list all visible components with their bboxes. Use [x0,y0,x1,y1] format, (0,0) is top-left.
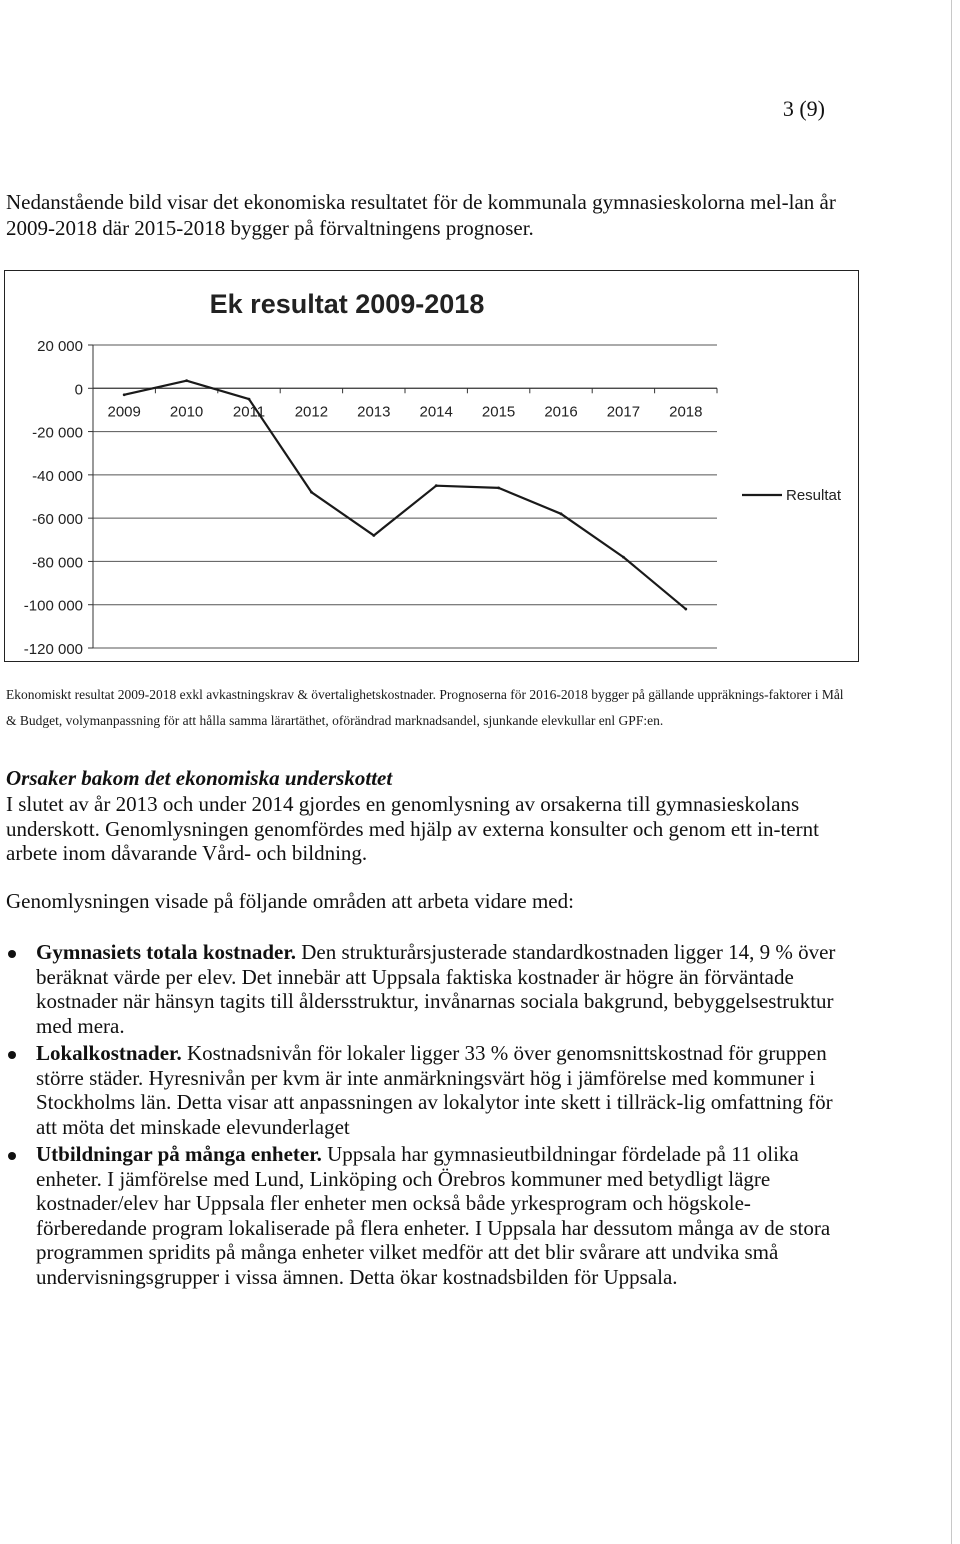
data-point [185,379,188,382]
bullet-text: Den strukturårsjusterade standardkostnaden ligger 14, 9 % över beräknat värde per elev. Det innebär att Uppsala faktiska kostnader är högre än förväntade kostnader när hänsyn tagits till åldersstruktur, invånarnas sociala bakgrund, bebyggelsestruktur med mera. [36,940,836,1038]
x-tick-label: 2011 [232,403,266,421]
series-line [124,381,686,609]
list-item [0,1142,840,1289]
section-lead: Genomlysningen visade på följande områden att arbeta vidare med: [6,889,574,913]
bullet-icon [8,1152,16,1160]
x-tick-label: 2014 [419,403,453,421]
y-tick-label: 20 000 [37,338,83,355]
list-item [0,940,840,1038]
x-tick-label: 2015 [481,403,516,421]
x-tick-label: 2009 [107,403,141,421]
legend-label: Resultat [786,487,842,504]
page-edge-line [951,0,952,1544]
x-tick-label: 2012 [294,403,329,421]
data-point [622,556,625,559]
bullet-heading: Gymnasiets totala kostnader. [36,940,296,964]
data-point [684,608,687,611]
data-point [435,484,438,487]
data-point [310,491,313,494]
line-chart [5,271,860,663]
data-point [560,512,563,515]
y-tick-label: -80 000 [32,554,83,572]
bullet-text: Kostnadsnivån för lokaler ligger 33 % över genomsnittskostnad för gruppen större städer. Hyresnivån per kvm är inte anmärkningsvärt hög i jämförelse med kommuner i Stockholms län. Detta visar att anpassningen av lokalytor inte skett i tillräck-lig omfattning för att möta det minskade elevunderlaget [36,1041,833,1139]
bullet-heading: Utbildningar på många enheter. [36,1142,322,1166]
section-paragraph: I slutet av år 2013 och under 2014 gjordes en genomlysning av orsakerna till gymnasieskolans underskott. Genomlysningen genomfördes med hjälp av externa konsulter och genom ett in-ternt arbete inom dåvarande Vård- och bildning. [6,792,819,865]
data-point [123,393,126,396]
bullet-icon [8,950,16,958]
x-tick-label: 2013 [357,403,391,421]
bullet-icon [8,1051,16,1059]
y-tick-label: 0 [74,381,83,399]
y-tick-label: -120 000 [23,641,83,658]
bullet-heading: Lokalkostnader. [36,1041,182,1065]
x-tick-label: 2017 [606,403,641,421]
y-tick-label: -40 000 [32,467,83,485]
data-point [497,486,500,489]
y-tick-label: -100 000 [23,597,83,615]
intro-paragraph: Nedanstående bild visar det ekonomiska resultatet för de kommunala gymnasieskolorna mel-lan år 2009-2018 där 2015-2018 bygger på förvaltningens prognoser. [6,190,836,240]
data-point [248,398,251,401]
y-tick-label: -60 000 [32,511,83,529]
chart-frame [4,270,859,662]
x-tick-label: 2016 [544,403,578,421]
x-tick-label: 2018 [669,403,703,421]
x-tick-label: 2010 [169,403,204,421]
chart-title: Ek resultat 2009-2018 [209,289,485,319]
y-tick-label: -20 000 [32,424,83,442]
page-number: 3 (9) [782,96,825,121]
chart-caption: Ekonomiskt resultat 2009-2018 exkl avkastningskrav & övertalighetskostnader. Prognoserna för 2016-2018 bygger på gällande uppräknings-faktorer i Mål & Budget, volymanpassning för att hålla samma lärartäthet, oförändrad marknadsandel, sjunkande elevkullar enl GPF:en. [6,687,844,728]
bullet-text: Uppsala har gymnasieutbildningar fördelade på 11 olika enheter. I jämförelse med Lund, Linköping och Örebros kommuner med betydligt lägre kostnader/elev har Uppsala fler enheter men också både yrkesprogram och högskole-förberedande program lokaliserade på flera enheter. I Uppsala har dessutom många av de stora programmen spridits på många enheter vilket medför att det blir svårare att undvika små undervisningsgrupper i vissa ämnen. Detta ökar kostnadsbilden för Uppsala. [36,1142,831,1289]
findings-list [0,940,840,1289]
data-point [372,534,375,537]
list-item [0,1041,840,1139]
section-title: Orsaker bakom det ekonomiska underskottet [6,766,393,790]
